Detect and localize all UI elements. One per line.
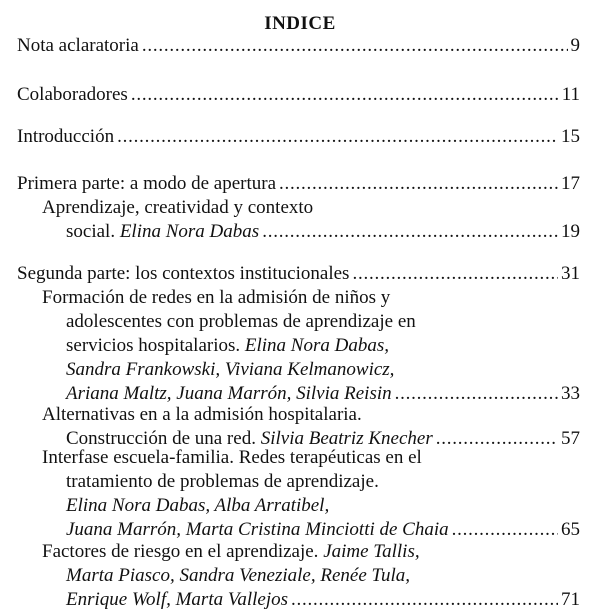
author-names: Marta Piasco, Sandra Veneziale, Renée Tula, xyxy=(66,565,411,586)
author-names: Jaime Tallis, xyxy=(323,541,420,562)
toc-entry-aprendizaje-creatividad[interactable] xyxy=(0,196,600,244)
toc-entry-title: Primera parte: a modo de apertura xyxy=(17,173,277,194)
toc-entry-introduccion[interactable] xyxy=(0,125,600,149)
dot-leader xyxy=(262,220,558,244)
toc-entry-title: Colaboradores xyxy=(17,84,128,105)
toc-page-number: 11 xyxy=(561,84,580,105)
toc-entry-nota-aclaratoria[interactable] xyxy=(0,34,600,58)
title-text: Construcción de una red. xyxy=(66,428,261,449)
author-names: Enrique Wolf, Marta Vallejos xyxy=(66,589,289,610)
toc-entry-title-cont xyxy=(66,220,259,244)
toc-page-number: 31 xyxy=(561,263,580,284)
dot-leader xyxy=(131,83,559,107)
toc-entry-alternativas[interactable] xyxy=(0,403,600,451)
author-names: Elina Nora Dabas, Alba Arratibel, xyxy=(66,495,330,516)
dot-leader xyxy=(117,125,558,149)
dot-leader xyxy=(142,34,568,58)
toc-entry-interfase-escuela-familia[interactable] xyxy=(0,446,600,542)
toc-page-number: 15 xyxy=(561,126,580,147)
title-text: servicios hospitalarios. xyxy=(66,335,245,356)
dot-leader xyxy=(291,588,558,612)
author-names xyxy=(0,494,600,518)
toc-entry-segunda-parte[interactable] xyxy=(0,262,600,286)
index-heading: INDICE xyxy=(264,13,336,34)
dot-leader xyxy=(452,518,558,542)
toc-page-number: 71 xyxy=(561,589,580,610)
author-names xyxy=(0,564,600,588)
title-text: social. xyxy=(66,221,120,242)
toc-page-number: 19 xyxy=(561,221,580,242)
toc-page-number: 9 xyxy=(570,35,580,56)
dot-leader xyxy=(279,172,558,196)
author-names xyxy=(66,588,288,612)
toc-entry-title: Alternativas en a la admisión hospitalaria. xyxy=(42,404,362,425)
toc-entry-title-cont: tratamiento de problemas de aprendizaje. xyxy=(66,471,379,492)
toc-entry-title-cont xyxy=(0,334,600,358)
toc-entry-colaboradores[interactable] xyxy=(0,83,600,107)
toc-entry-formacion-de-redes[interactable] xyxy=(0,286,600,406)
toc-page-number: 57 xyxy=(561,428,580,449)
author-names xyxy=(0,358,600,382)
author-names: Sandra Frankowski, Viviana Kelmanowicz, xyxy=(66,359,395,380)
toc-entry-title: Introducción xyxy=(17,126,115,147)
toc-page-number: 17 xyxy=(561,173,580,194)
title-text: Factores de riesgo en el aprendizaje. xyxy=(42,541,324,562)
toc-entry-title: Interfase escuela-familia. Redes terapéuticas en el xyxy=(42,447,422,468)
author-names: Elina Nora Dabas xyxy=(119,221,260,242)
toc-entry-title: Aprendizaje, creatividad y contexto xyxy=(42,197,314,218)
toc-entry-title: Formación de redes en la admisión de niños y xyxy=(42,287,391,308)
toc-page-number: 33 xyxy=(561,383,580,404)
toc-page-number: 65 xyxy=(561,519,580,540)
toc-entry-title-cont: adolescentes con problemas de aprendizaje en xyxy=(66,311,416,332)
author-names: Ariana Maltz, Juana Marrón, Silvia Reisin xyxy=(66,383,392,404)
dot-leader xyxy=(352,262,558,286)
author-names: Juana Marrón, Marta Cristina Minciotti de Chaia xyxy=(66,519,449,540)
toc-entry-title: Nota aclaratoria xyxy=(17,35,139,56)
toc-entry-title: Segunda parte: los contextos institucionales xyxy=(17,263,350,284)
toc-entry-factores-de-riesgo[interactable] xyxy=(0,540,600,612)
author-names: Elina Nora Dabas, xyxy=(244,335,389,356)
author-names: Silvia Beatriz Knecher xyxy=(260,428,433,449)
author-names xyxy=(66,518,449,542)
toc-entry-title xyxy=(0,540,600,564)
toc-entry-primera-parte[interactable] xyxy=(0,172,600,196)
